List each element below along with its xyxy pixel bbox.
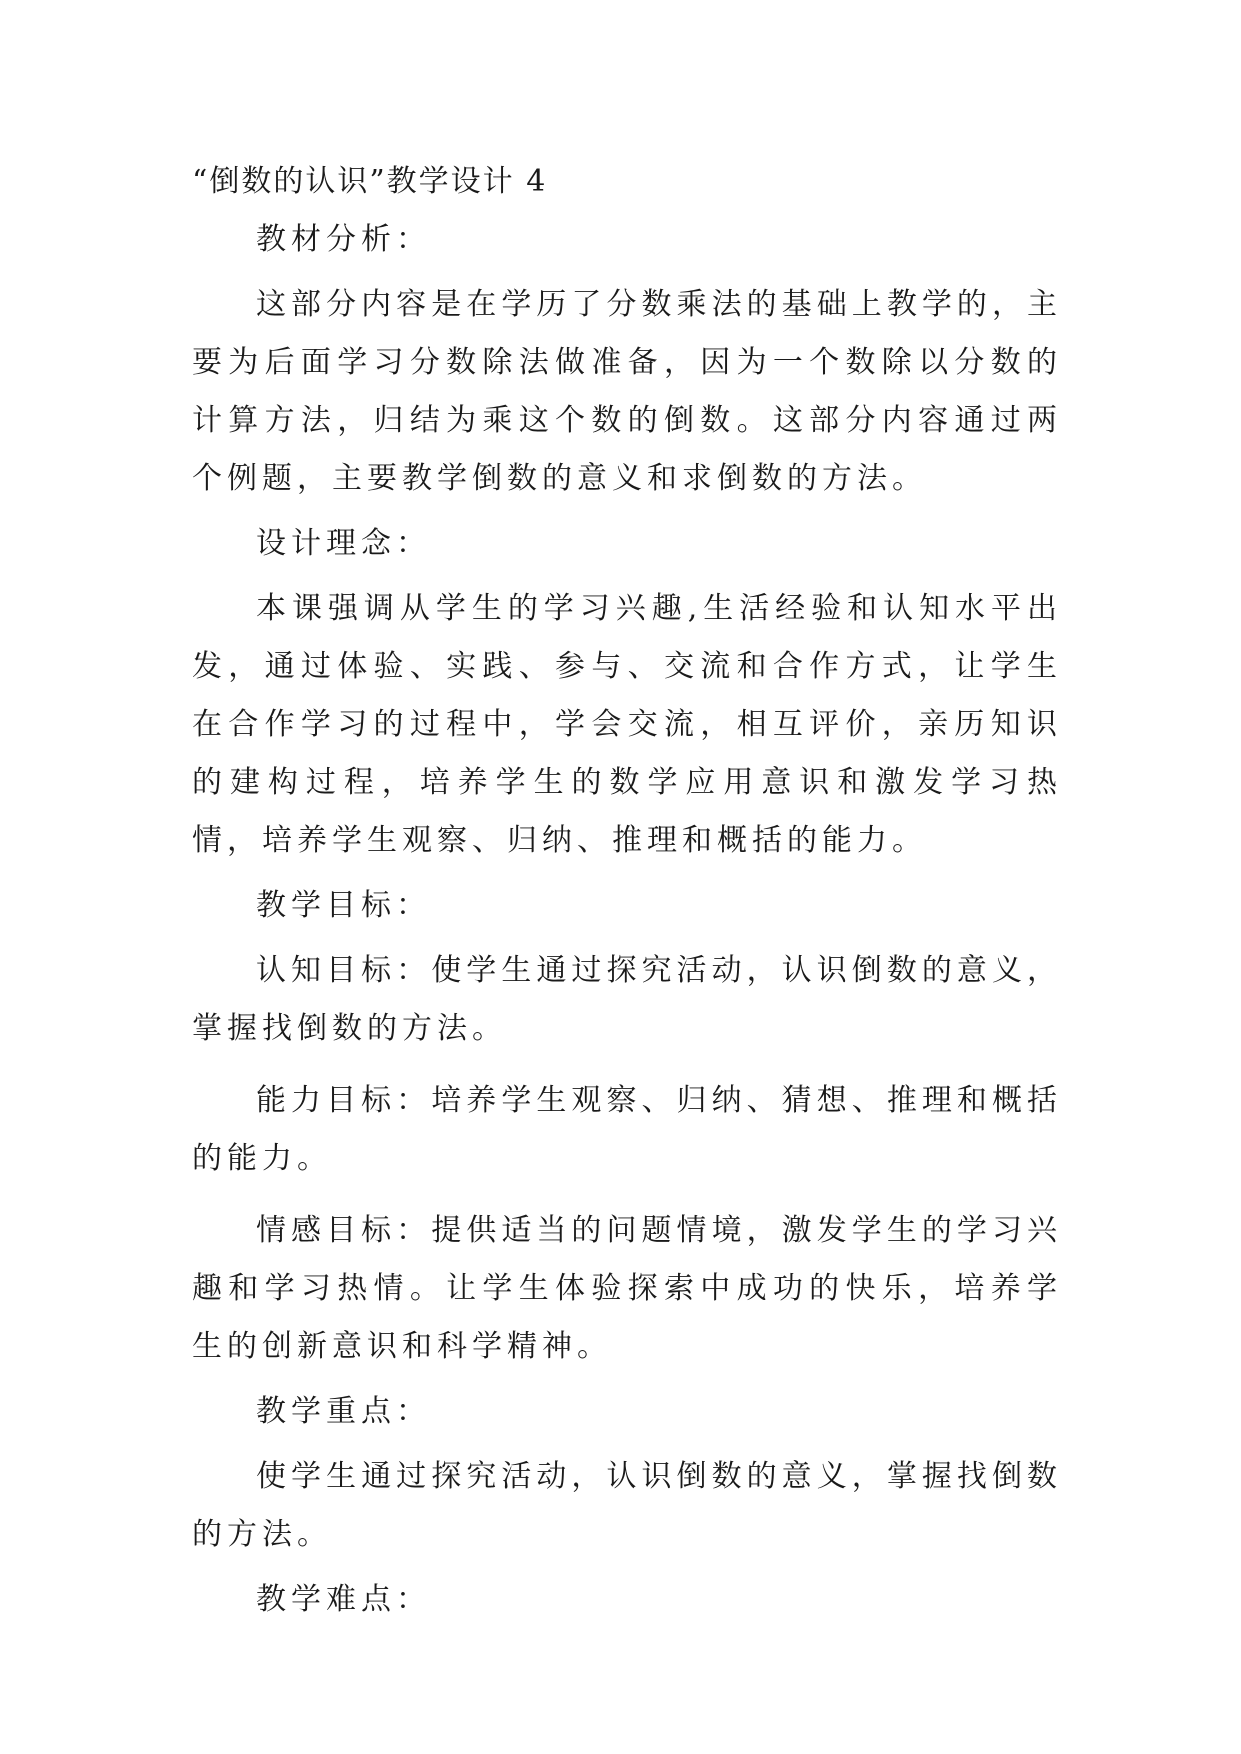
section-heading-key-points: 教学重点： — [256, 1394, 431, 1429]
paragraph-materials: 这部分内容是在学历了分数乘法的基础上教学的，主要为后面学习分数除法做准备，因为一个数除以分数的计算方法，归结为乘这个数的倒数。这部分内容通过两个例题，主要教学倒数的意义和求倒数的方法。 — [192, 287, 1062, 496]
section-heading-materials: 教材分析： — [256, 222, 431, 257]
paragraph-ability-objective: 能力目标：培养学生观察、归纳、猜想、推理和概括的能力。 — [192, 1083, 1062, 1176]
paragraph-key-points: 使学生通过探究活动，认识倒数的意义，掌握找倒数的方法。 — [192, 1459, 1062, 1552]
paragraph-cognitive-objective: 认知目标：使学生通过探究活动，认识倒数的意义，掌握找倒数的方法。 — [192, 953, 1062, 1046]
document-body — [192, 160, 1062, 1636]
paragraph-emotional-objective: 情感目标：提供适当的问题情境，激发学生的学习兴趣和学习热情。让学生体验探索中成功的快乐，培养学生的创新意识和科学精神。 — [192, 1213, 1062, 1364]
paragraph-philosophy: 本课强调从学生的学习兴趣,生活经验和认知水平出发，通过体验、实践、参与、交流和合作方式，让学生在合作学习的过程中，学会交流，相互评价，亲历知识的建构过程，培养学生的数学应用意识和激发学习热情，培养学生观察、归纳、推理和概括的能力。 — [192, 591, 1062, 858]
section-heading-objectives: 教学目标： — [256, 888, 431, 923]
section-heading-difficulties: 教学难点： — [256, 1582, 431, 1617]
section-heading-philosophy: 设计理念： — [256, 526, 431, 561]
document-title: “倒数的认识”教学设计 4 — [192, 164, 548, 199]
